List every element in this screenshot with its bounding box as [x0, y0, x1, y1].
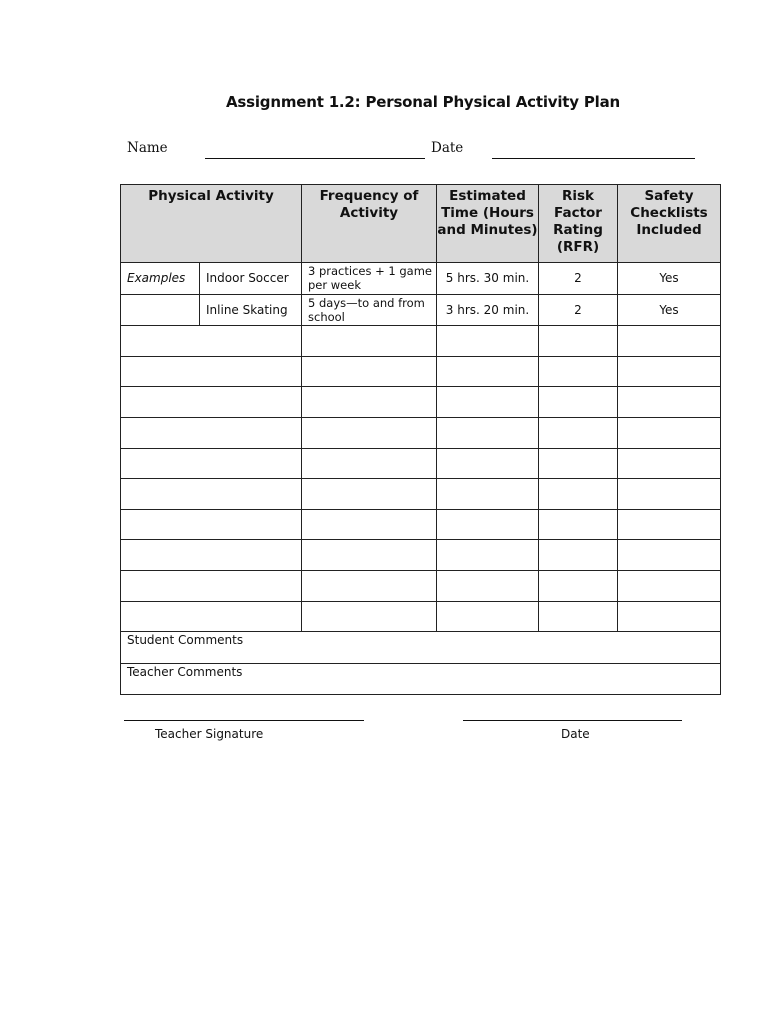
examples-label — [121, 294, 200, 326]
blank-table-row — [121, 479, 721, 510]
safety-entry-cell[interactable] — [618, 326, 721, 357]
frequency-entry-cell[interactable] — [302, 509, 437, 540]
activity-entry-cell[interactable] — [121, 509, 302, 540]
table-row — [121, 263, 721, 295]
activity-plan-table — [120, 184, 721, 695]
column-header-risk-factor-rating: Risk Factor Rating (RFR) — [539, 185, 618, 263]
frequency-entry-cell[interactable] — [302, 479, 437, 510]
time-entry-cell[interactable] — [437, 448, 539, 479]
teacher-comments-row — [121, 663, 721, 695]
activity-entry-cell[interactable] — [121, 570, 302, 601]
blank-table-row — [121, 417, 721, 448]
date-label: Date — [431, 140, 464, 156]
time-entry-cell[interactable] — [437, 479, 539, 510]
safety-entry-cell[interactable] — [618, 509, 721, 540]
name-label: Name — [127, 140, 168, 156]
frequency-entry-cell[interactable] — [302, 356, 437, 387]
time-cell: 5 hrs. 30 min. — [437, 263, 539, 295]
teacher-signature-label: Teacher Signature — [155, 727, 264, 741]
blank-table-row — [121, 540, 721, 571]
time-entry-cell[interactable] — [437, 417, 539, 448]
safety-entry-cell[interactable] — [618, 417, 721, 448]
rfr-cell: 2 — [539, 263, 618, 295]
frequency-entry-cell[interactable] — [302, 448, 437, 479]
name-date-row — [0, 139, 768, 163]
blank-table-row — [121, 509, 721, 540]
teacher-signature-line[interactable] — [124, 720, 364, 721]
activity-entry-cell[interactable] — [121, 448, 302, 479]
frequency-entry-cell[interactable] — [302, 326, 437, 357]
safety-entry-cell[interactable] — [618, 448, 721, 479]
time-entry-cell[interactable] — [437, 387, 539, 418]
column-header-estimated-time: Estimated Time (Hours and Minutes) — [437, 185, 539, 263]
student-comments-row — [121, 632, 721, 664]
rfr-entry-cell[interactable] — [539, 509, 618, 540]
frequency-entry-cell[interactable] — [302, 570, 437, 601]
time-entry-cell[interactable] — [437, 356, 539, 387]
page-title: Assignment 1.2: Personal Physical Activity Plan — [226, 93, 620, 111]
frequency-entry-cell[interactable] — [302, 540, 437, 571]
signature-date-line[interactable] — [463, 720, 682, 721]
safety-entry-cell[interactable] — [618, 540, 721, 571]
table-header-row — [121, 185, 721, 263]
time-cell: 3 hrs. 20 min. — [437, 294, 539, 326]
frequency-entry-cell[interactable] — [302, 601, 437, 632]
examples-label: Examples — [121, 263, 200, 295]
name-field[interactable] — [205, 158, 425, 159]
rfr-entry-cell[interactable] — [539, 540, 618, 571]
blank-table-row — [121, 326, 721, 357]
blank-table-row — [121, 356, 721, 387]
blank-table-row — [121, 601, 721, 632]
activity-entry-cell[interactable] — [121, 417, 302, 448]
rfr-entry-cell[interactable] — [539, 356, 618, 387]
activity-entry-cell[interactable] — [121, 540, 302, 571]
table-row — [121, 294, 721, 326]
time-entry-cell[interactable] — [437, 601, 539, 632]
rfr-entry-cell[interactable] — [539, 417, 618, 448]
rfr-cell: 2 — [539, 294, 618, 326]
column-header-physical-activity: Physical Activity — [121, 185, 302, 263]
safety-entry-cell[interactable] — [618, 601, 721, 632]
time-entry-cell[interactable] — [437, 540, 539, 571]
student-comments-field[interactable]: Student Comments — [121, 632, 721, 664]
frequency-cell: 3 practices + 1 game per week — [302, 263, 437, 295]
column-header-frequency: Frequency of Activity — [302, 185, 437, 263]
frequency-entry-cell[interactable] — [302, 417, 437, 448]
rfr-entry-cell[interactable] — [539, 448, 618, 479]
blank-table-row — [121, 448, 721, 479]
safety-cell: Yes — [618, 294, 721, 326]
rfr-entry-cell[interactable] — [539, 570, 618, 601]
blank-table-row — [121, 387, 721, 418]
teacher-comments-field[interactable]: Teacher Comments — [121, 663, 721, 695]
rfr-entry-cell[interactable] — [539, 601, 618, 632]
activity-entry-cell[interactable] — [121, 356, 302, 387]
date-field[interactable] — [492, 158, 695, 159]
signature-date-label: Date — [561, 727, 590, 741]
rfr-entry-cell[interactable] — [539, 326, 618, 357]
time-entry-cell[interactable] — [437, 509, 539, 540]
safety-entry-cell[interactable] — [618, 356, 721, 387]
time-entry-cell[interactable] — [437, 570, 539, 601]
time-entry-cell[interactable] — [437, 326, 539, 357]
safety-entry-cell[interactable] — [618, 479, 721, 510]
activity-cell: Inline Skating — [200, 294, 302, 326]
activity-entry-cell[interactable] — [121, 326, 302, 357]
column-header-safety-checklists: Safety Checklists Included — [618, 185, 721, 263]
activity-entry-cell[interactable] — [121, 387, 302, 418]
safety-entry-cell[interactable] — [618, 387, 721, 418]
activity-entry-cell[interactable] — [121, 601, 302, 632]
rfr-entry-cell[interactable] — [539, 387, 618, 418]
frequency-entry-cell[interactable] — [302, 387, 437, 418]
activity-cell: Indoor Soccer — [200, 263, 302, 295]
safety-entry-cell[interactable] — [618, 570, 721, 601]
safety-cell: Yes — [618, 263, 721, 295]
activity-entry-cell[interactable] — [121, 479, 302, 510]
frequency-cell: 5 days—to and from school — [302, 294, 437, 326]
blank-table-row — [121, 570, 721, 601]
rfr-entry-cell[interactable] — [539, 479, 618, 510]
